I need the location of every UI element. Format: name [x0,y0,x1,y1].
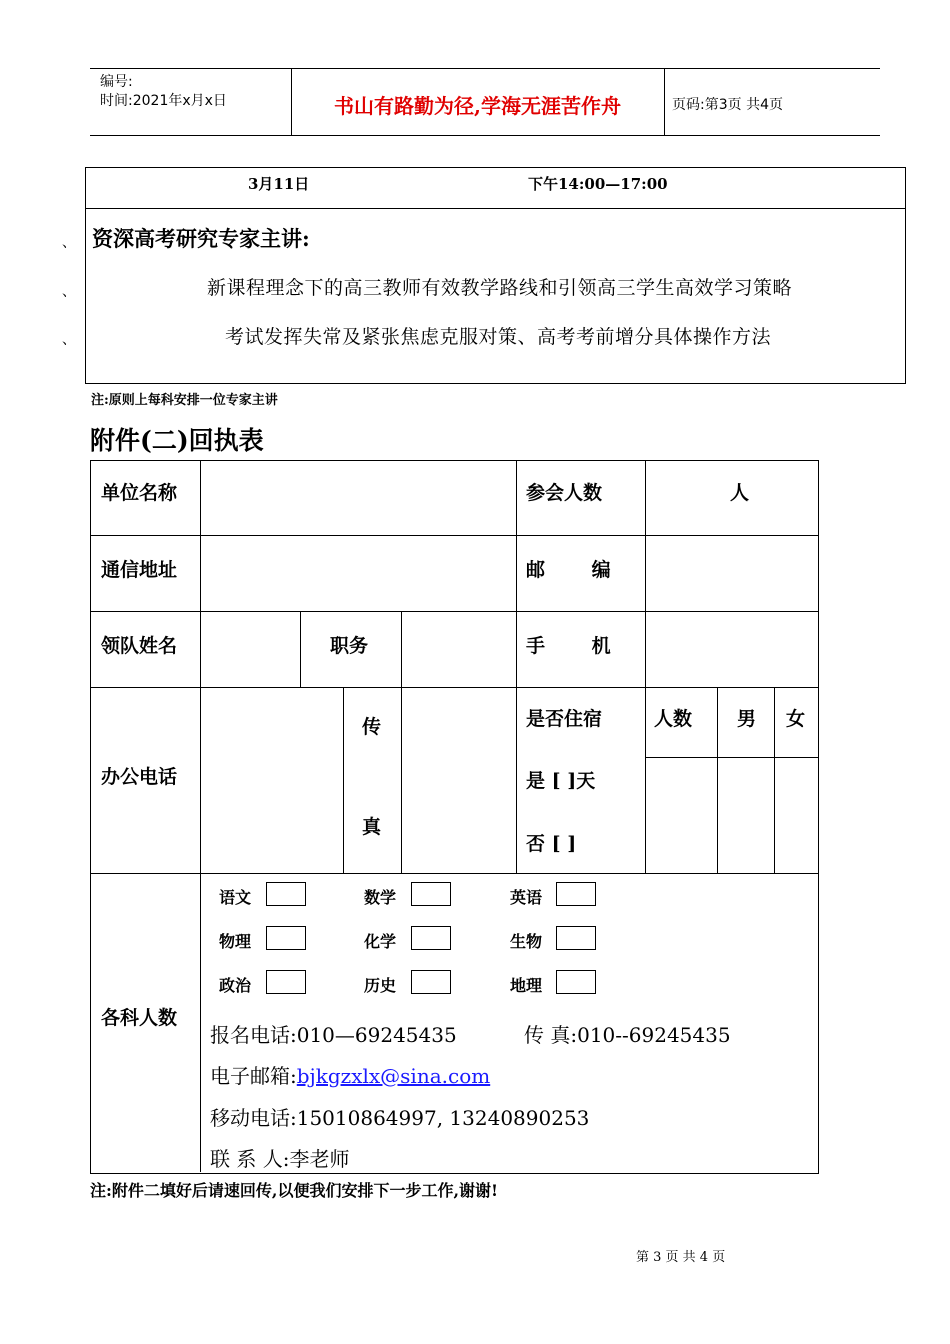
note-principle: 注:原则上每科安排一位专家主讲 [91,393,278,408]
subject-label: 英语 [510,888,543,907]
mobile-phone: 移动电话:15010864997, 13240890253 [210,1106,590,1130]
label-male: 男 [737,708,757,730]
subject-count-box[interactable] [556,926,596,950]
mobile-field[interactable] [646,612,817,686]
lodging-yes[interactable]: 是 [ ]天 [526,770,596,792]
male-count-field[interactable] [718,758,773,872]
fax-field[interactable] [402,688,515,872]
form-col-line [343,687,344,873]
expert-heading: 资深高考研究专家主讲: [92,226,310,251]
bullet-mark: 、 [62,284,76,300]
label-lodging: 是否住宿 [526,708,603,730]
form-col-line [300,611,301,687]
email-label: 电子邮箱: [210,1064,297,1088]
female-count-field[interactable] [775,758,817,872]
page-footer: 第 3 页 共 4 页 [636,1250,726,1265]
email-link[interactable]: bjkgzxlx@sina.com [296,1064,491,1088]
subject-label: 物理 [219,932,252,951]
form-col-line [516,460,517,873]
subject-count-box[interactable] [266,926,306,950]
topic-2: 考试发挥失常及紧张焦虑克服对策、高考考前增分具体操作方法 [225,326,772,348]
subject-label: 化学 [364,932,397,951]
contact-phone: 报名电话:010—69245435 [210,1023,457,1047]
subject-label: 语文 [219,888,252,907]
note-return: 注:附件二填好后请速回传,以便我们安排下一步工作,谢谢! [90,1181,499,1200]
subject-label: 历史 [364,976,397,995]
attachment-title: 附件(二)回执表 [90,426,264,455]
header-bottom-rule [90,135,880,136]
address-field[interactable] [201,536,515,610]
contact-person: 联 系 人:李老师 [210,1147,350,1171]
subject-count-box[interactable] [411,970,451,994]
position-field[interactable] [402,612,515,686]
subject-label: 数学 [364,888,397,907]
subject-count-box[interactable] [411,926,451,950]
topic-1: 新课程理念下的高三教师有效教学路线和引领高三学生高效学习策略 [207,277,793,299]
label-position: 职务 [330,635,369,657]
subject-label: 地理 [510,976,543,995]
header-divider [664,68,665,135]
subject-count-box[interactable] [556,970,596,994]
email-row [210,1060,490,1089]
subject-label: 政治 [219,976,252,995]
label-unit-name: 单位名称 [101,482,178,504]
contact-fax: 传 真:010--69245435 [524,1023,731,1047]
subject-count-box[interactable] [266,882,306,906]
leader-name-field[interactable] [201,612,299,686]
subject-count-box[interactable] [266,970,306,994]
time-label: 时间:2021年x月x日 [100,93,227,109]
schedule-time: 下午14:00—17:00 [528,175,668,193]
label-fax-bottom: 真 [362,816,382,838]
label-attendees: 参会人数 [526,482,603,504]
subject-label: 生物 [510,932,543,951]
postcode-field[interactable] [646,536,817,610]
header-top-rule [90,68,880,69]
subject-count-box[interactable] [411,882,451,906]
label-leader-name: 领队姓名 [101,635,178,657]
motto: 书山有路勤为径,学海无涯苦作舟 [334,94,621,118]
label-address: 通信地址 [101,559,178,581]
person-unit: 人 [730,482,750,504]
subject-count-box[interactable] [556,882,596,906]
label-female: 女 [786,708,806,730]
bullet-mark: 、 [62,235,76,251]
office-phone-field[interactable] [201,688,342,872]
label-office-phone: 办公电话 [101,766,178,788]
label-postcode: 邮 编 [526,559,611,581]
lodging-no[interactable]: 否 [ ] [526,833,577,855]
unit-name-field[interactable] [201,461,515,534]
bullet-mark: 、 [62,332,76,348]
label-subject-count: 各科人数 [101,1007,178,1029]
label-mobile: 手 机 [526,635,611,657]
schedule-date: 3月11日 [248,175,310,193]
schedule-row-divider [85,208,906,209]
label-fax-top: 传 [362,716,382,738]
page-info: 页码:第3页 共4页 [672,97,783,113]
count-field[interactable] [646,758,716,872]
label-count: 人数 [654,708,693,730]
serial-label: 编号: [100,74,133,90]
